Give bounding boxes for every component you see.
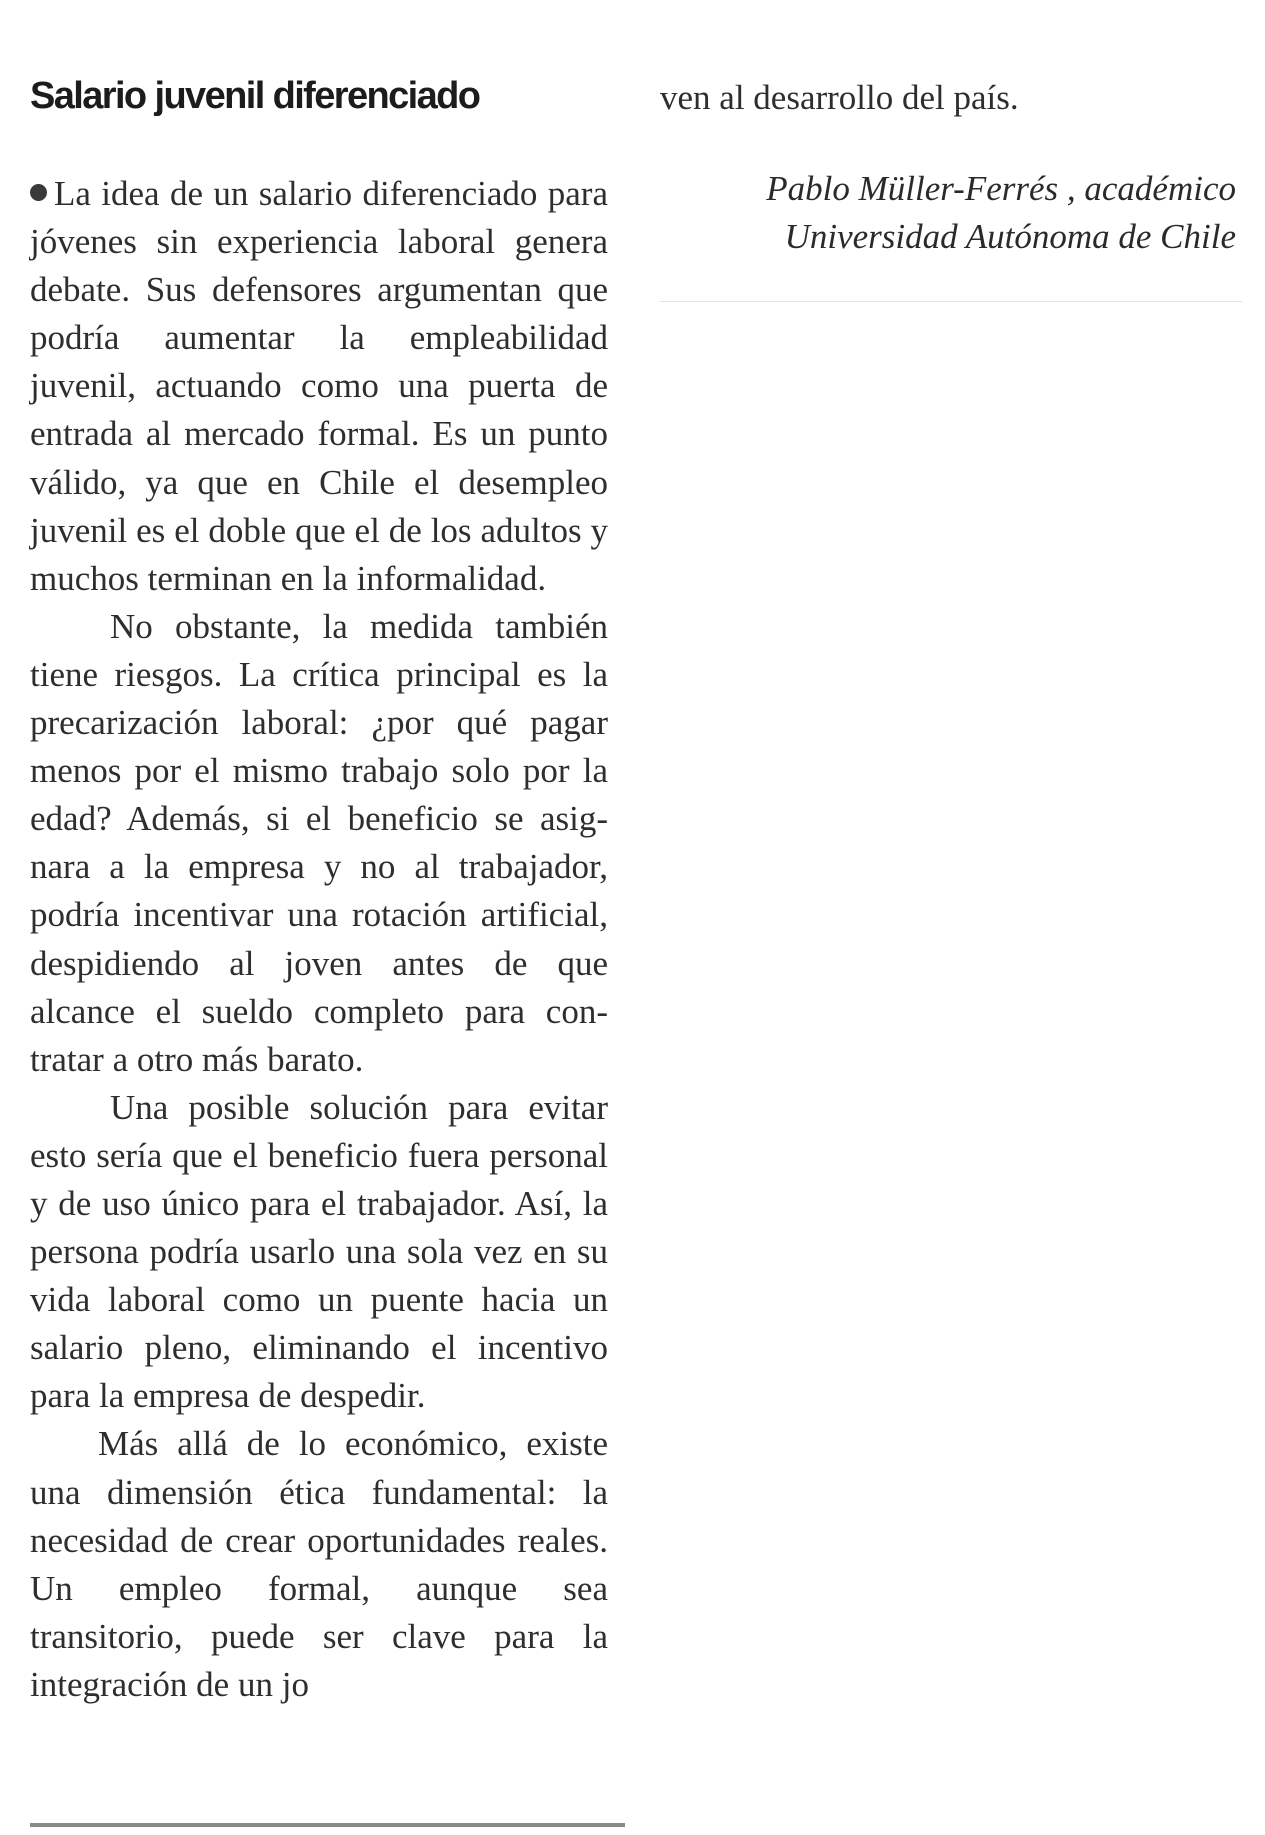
letter-body (30, 170, 608, 1709)
signature-divider (660, 301, 1242, 302)
letter-main-column (30, 70, 608, 1709)
paragraph-1-text: La idea de un salario diferenciado para jóvenes sin experiencia laboral genera debate. Sus defensores argumentan que podría aumentar la empleabilidad juvenil, actuando como una puerta de entrada al mercado formal. Es un punto válido, ya que en Chile el desempleo juvenil es el doble que el de los adultos y muchos terminan en la informalidad. (30, 174, 608, 598)
paragraph-3: Una posible solución para evitar esto sería que el beneficio fuera personal y de uso único para el trabajador. Así, la persona podría usarlo una sola vez en su vida laboral como un puente hacia un salario pleno, eliminando el incentivo para la empresa de despedir. (30, 1087, 608, 1416)
paragraph-1 (30, 170, 608, 603)
paragraph-4: Más allá de lo económico, existe una dimensión ética fundamental: la necesidad de crear oportunidades reales. Un empleo formal, aunque sea transitorio, puede ser clave para la integración de un jo (30, 1424, 608, 1704)
letter-continuation-column (660, 74, 1240, 302)
continuation-text: ven al desarrollo del país. (660, 78, 1019, 117)
author-line: Pablo Müller-Ferrés , académico (766, 169, 1236, 208)
column-bottom-divider (30, 1823, 625, 1827)
paragraph-2: No obstante, la medida también tiene riesgos. La crítica principal es la precarización laboral: ¿por qué pagar menos por el mismo trabajo solo por la edad? Además, si el beneficio se asignara a la empresa y no al trabajador, podría incentivar una rotación artificial, despidiendo al joven antes de que alcance el sueldo completo para contratar a otro más barato. (30, 606, 608, 1079)
letter-headline: Salario juvenil diferenciado (30, 75, 480, 117)
author-affiliation: Universidad Autónoma de Chile (784, 217, 1236, 256)
signature-block (660, 165, 1240, 261)
bullet-dot-icon (30, 184, 47, 201)
